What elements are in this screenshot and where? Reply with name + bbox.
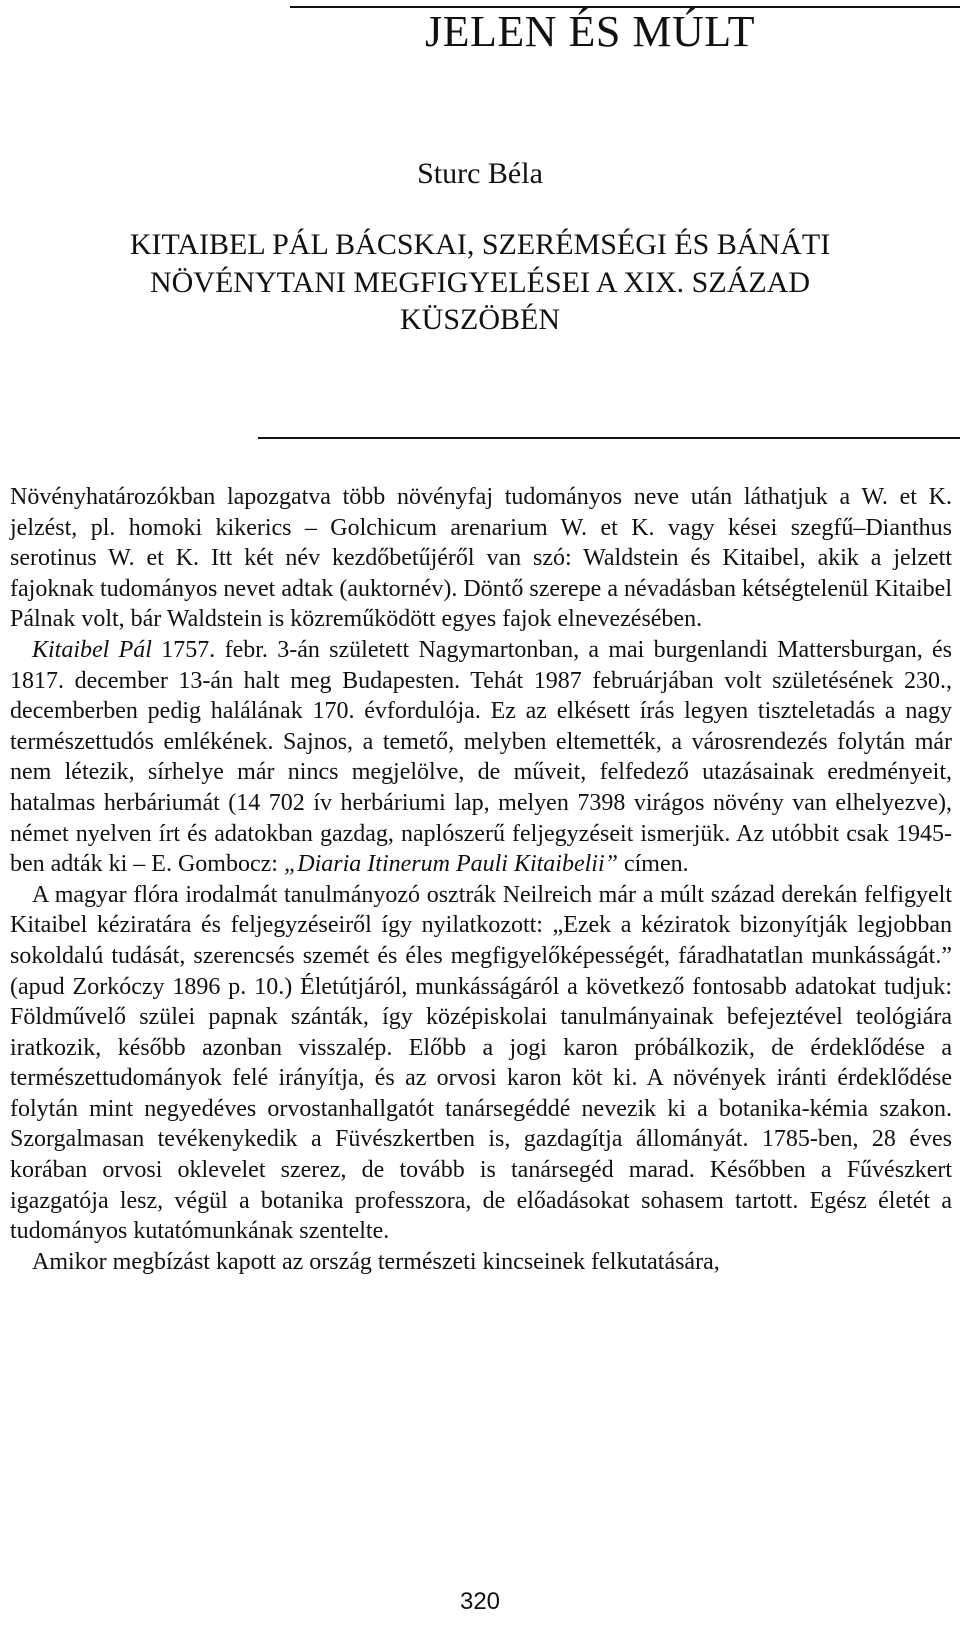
- paragraph-2-end: címen.: [617, 851, 689, 878]
- page-number: 320: [459, 1588, 501, 1615]
- paragraph-2-name: Kitaibel Pál: [32, 636, 152, 663]
- title-rule: [258, 437, 960, 439]
- article-title-line-3: KÜSZÖBÉN: [399, 303, 560, 336]
- article-body: [10, 482, 952, 1277]
- paragraph-2-text: 1757. febr. 3-án született Nagymartonban, a mai burgenlandi Mattersburgan, és 1817. december 13-án halt meg Budapesten. Tehát 1987 februárjában volt születésének 230., decemberben pedig halálának 170. évfordulója. Ez az elkésett írás legyen tiszteletadás a nagy természettudós emlékének. Sajnos, a temető, melyben eltemették, a városrendezés folytán már nem létezik, sírhelye már nincs megjelölve, de műveit, felfedező utazásainak eredményeit, hatalmas herbáriumát (14 702 ív herbáriumi lap, melyen 7398 virágos növény van elhelyezve), német nyelven írt és adatokban gazdag, naplószerű feljegyzéseit ismerjük. Az utóbbit csak 1945-ben adták ki – E. Gombocz:: [10, 636, 952, 878]
- paragraph-4: Amikor megbízást kapott az ország természeti kincseinek felkutatására,: [32, 1248, 720, 1275]
- article-title: [40, 226, 920, 339]
- paragraph-2-work-title: „Diaria Itinerum Pauli Kitaibelii”: [283, 851, 618, 878]
- paragraph-2: [10, 635, 952, 880]
- paragraph-3: A magyar flóra irodalmát tanulmányozó osztrák Neilreich már a múlt század derekán felfigyelt Kitaibel kéziratára és feljegyzéseiről így nyilatkozott: „Ezek a kéziratok bizonyítják legjobban sokoldalú tudását, szerencsés szemét és éles megfigyelőképességét, fáradhatatlan munkásságát.” (apud Zorkóczy 1896 p. 10.) Életútjáról, munkásságáról a következő fontosabb adatokat tudjuk: Földművelő szülei papnak szánták, így középiskolai tanulmányainak befejeztével teológiára iratkozik, később azonban visszalép. Előbb a jogi karon próbálkozik, de érdeklődése a természettudományok felé irányítja, és az orvosi karon köt ki. A növények iránti érdeklődése folytán mint negyedéves orvostanhallgatót tanársegéddé nevezik ki a botanika-kémia szakon. Szorgalmasan tevékenykedik a Füvészkertben is, gazdagítja állományát. 1785-ben, 28 éves korában orvosi oklevelet szerez, de tovább is tanársegéd marad. Későbben a Fűvészkert igazgatója lesz, végül a botanika professzora, de előadásokat sohasem tartott. Egész életét a tudományos kutatómunkának szentelte.: [10, 881, 952, 1245]
- article-title-line-1: KITAIBEL PÁL BÁCSKAI, SZERÉMSÉGI ÉS BÁNÁTI: [129, 228, 831, 261]
- paragraph-1: Növényhatározókban lapozgatva több növényfaj tudományos neve után láthatjuk a W. et K. jelzést, pl. homoki kikerics – Golchicum arenarium W. et K. vagy kései szegfű–Dianthus serotinus W. et K. Itt két név kezdőbetűjéről van szó: Waldstein és Kitaibel, akik a jelzett fajoknak tudományos nevet adtak (auktornév). Döntő szerepe a névadásban kétségtelenül Kitaibel Pálnak volt, bár Waldstein is közreműködött egyes fajok elnevezésében.: [10, 484, 952, 633]
- section-title: JELEN ÉS MÚLT: [425, 7, 755, 56]
- article-author: Sturc Béla: [417, 157, 543, 190]
- article-title-line-2: NÖVÉNYTANI MEGFIGYELÉSEI A XIX. SZÁZAD: [149, 265, 811, 299]
